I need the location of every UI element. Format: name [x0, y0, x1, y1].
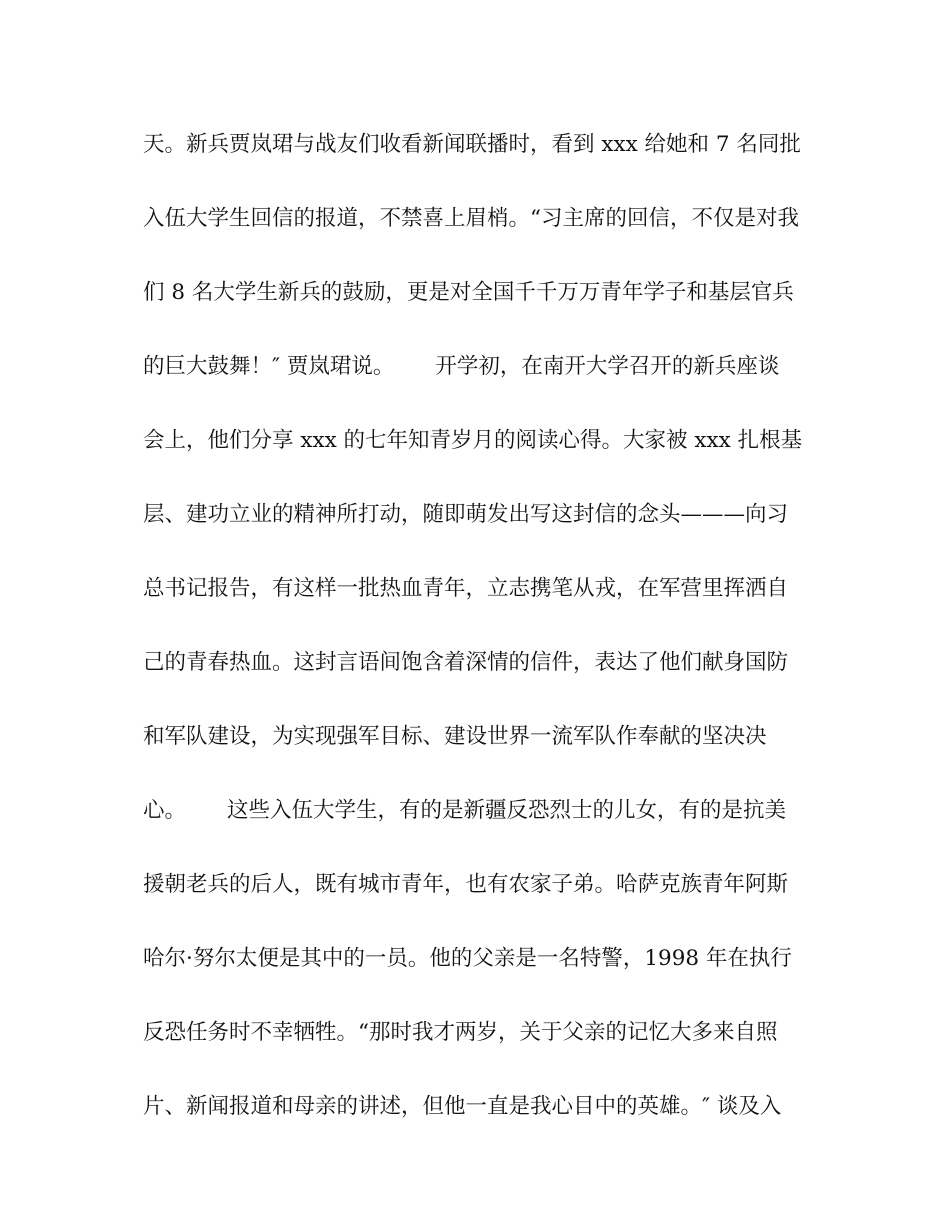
- text-line: 片、新闻报道和母亲的讲述，但他一直是我心目中的英雄。″ 谈及入: [143, 1094, 782, 1119]
- text-line: 反恐任务时不幸牺牲。“那时我才两岁，关于父亲的记忆大多来自照: [143, 1020, 778, 1045]
- text-line: 层、建功立业的精神所打动，随即萌发出写这封信的念头———向习: [143, 502, 789, 527]
- text-line: 们 8 名大学生新兵的鼓励，更是对全国千千万万青年学子和基层官兵: [143, 280, 794, 305]
- text-line: 和军队建设，为实现强军目标、建设世界一流军队作奉献的坚决决: [143, 724, 767, 749]
- text-line: 援朝老兵的后人，既有城市青年，也有农家子弟。哈萨克族青年阿斯: [143, 872, 789, 897]
- text-line: 天。新兵贾岚珺与战友们收看新闻联播时，看到 xxx 给她和 7 名同批: [143, 132, 801, 157]
- text-line: 心。 这些入伍大学生，有的是新疆反恐烈士的儿女，有的是抗美: [143, 798, 787, 823]
- text-line: 的巨大鼓舞！″ 贾岚珺说。 开学初，在南开大学召开的新兵座谈: [143, 354, 780, 379]
- text-line: 己的青春热血。这封言语间饱含着深情的信件，表达了他们献身国防: [143, 650, 789, 675]
- text-line: 入伍大学生回信的报道，不禁喜上眉梢。“习主席的回信，不仅是对我: [143, 206, 799, 231]
- text-line: 会上，他们分享 xxx 的七年知青岁月的阅读心得。大家被 xxx 扎根基: [143, 428, 803, 453]
- text-line: 总书记报告，有这样一批热血青年，立志携笔从戎，在军营里挥洒自: [143, 576, 789, 601]
- text-line: 哈尔·努尔太便是其中的一员。他的父亲是一名特警，1998 年在执行: [143, 946, 792, 971]
